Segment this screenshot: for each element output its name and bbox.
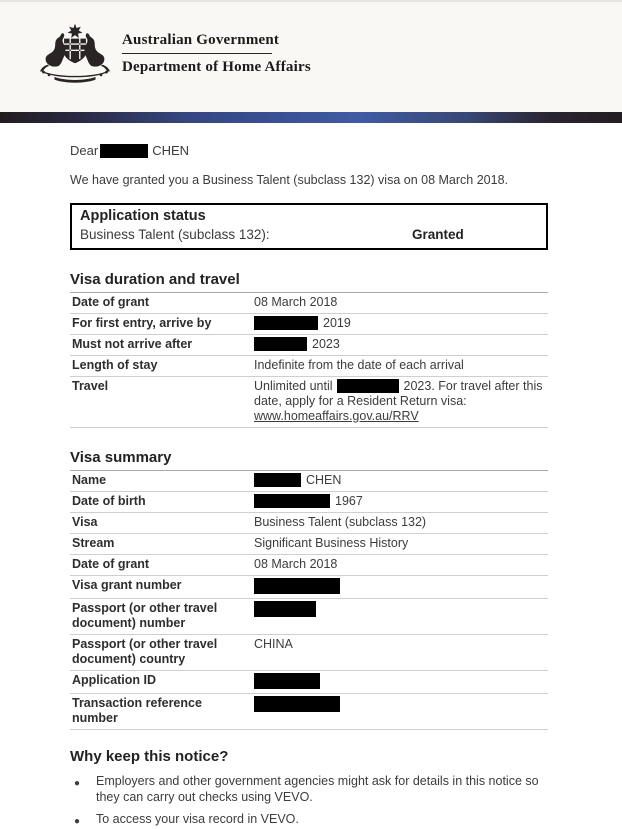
table-row [70, 671, 548, 694]
row-value: 08 March 2018 [254, 295, 338, 309]
application-status-title: Application status [80, 208, 206, 224]
salutation-prefix: Dear [70, 143, 99, 158]
section-title-why-keep: Why keep this notice? [70, 748, 229, 765]
row-label: Length of stay [72, 358, 158, 372]
table-row [70, 335, 548, 356]
bullet-text: To access your visa record in VEVO. [96, 812, 299, 826]
visa-summary-table [70, 471, 548, 730]
table-row [70, 635, 548, 671]
row-value: CHINA [254, 637, 293, 651]
row-value-wrap [254, 601, 548, 631]
application-status-row [80, 227, 538, 242]
row-value-wrap [254, 337, 548, 352]
list-item [70, 773, 548, 805]
table-row [70, 356, 548, 377]
list-item [70, 811, 548, 829]
redacted-given-name [100, 144, 148, 158]
row-value: CHEN [306, 473, 342, 487]
table-row [70, 314, 548, 335]
letterhead-divider [122, 53, 272, 54]
bullet-text: Employers and other government agencies might ask for details in this notice so they can carry out checks using VEVO. [96, 774, 539, 804]
section-title-visa-summary: Visa summary [70, 449, 548, 471]
row-value-wrap [254, 673, 548, 690]
government-name: Australian Government [122, 32, 280, 48]
row-value: 1967 [335, 494, 363, 508]
redacted-passport-number [254, 601, 316, 617]
table-row [70, 492, 548, 513]
redacted-date [254, 494, 330, 508]
row-label: Passport (or other travel document) number [72, 601, 218, 630]
row-label: Transaction reference number [72, 696, 202, 725]
row-value-wrap [254, 473, 548, 488]
table-row [70, 513, 548, 534]
row-label: Visa grant number [72, 578, 182, 592]
row-value-wrap [254, 316, 548, 331]
redacted-date [337, 379, 399, 393]
table-row [70, 471, 548, 492]
table-row [70, 293, 548, 314]
department-name: Department of Home Affairs [122, 59, 311, 75]
redacted-date [254, 337, 307, 351]
row-label: Date of grant [72, 295, 150, 309]
row-value: 2019 [323, 316, 351, 330]
row-value-wrap [254, 696, 548, 726]
table-row [70, 555, 548, 576]
row-value-wrap [254, 379, 548, 424]
grant-intro-paragraph: We have granted you a Business Talent (subclass 132) visa on 08 March 2018. [70, 173, 508, 187]
row-label: Date of birth [72, 494, 146, 508]
header-gradient-band [0, 112, 622, 123]
australian-coat-of-arms-icon [34, 20, 116, 86]
section-title-visa-duration: Visa duration and travel [70, 271, 548, 293]
row-value: 08 March 2018 [254, 557, 338, 571]
table-row [70, 534, 548, 555]
bullet-icon [70, 773, 96, 805]
application-status-value: Granted [412, 227, 464, 242]
redacted-given-name [254, 473, 301, 487]
row-value: 2023 [312, 337, 340, 351]
redacted-visa-grant-number [254, 578, 340, 594]
visa-duration-table [70, 293, 548, 428]
salutation [70, 143, 548, 158]
travel-value-before: Unlimited until [254, 379, 333, 393]
travel-value-after: 2023. For travel after this date, apply for a Resident Return visa: [254, 379, 543, 408]
redacted-transaction-reference [254, 696, 340, 712]
letterhead-text [122, 20, 311, 76]
row-value: Significant Business History [254, 536, 409, 550]
redacted-application-id [254, 673, 320, 689]
why-keep-list [70, 773, 548, 829]
rrv-link[interactable]: www.homeaffairs.gov.au/RRV [254, 409, 419, 423]
row-value-wrap [254, 578, 548, 595]
row-value: Business Talent (subclass 132) [254, 515, 427, 529]
table-row [70, 599, 548, 635]
row-label: Stream [72, 536, 115, 550]
row-label: Name [72, 473, 107, 487]
letter-body [0, 123, 622, 829]
row-label: Passport (or other travel document) country [72, 637, 218, 666]
table-row [70, 694, 548, 730]
row-label: Travel [72, 379, 109, 393]
application-status-label: Business Talent (subclass 132): [80, 227, 270, 242]
bullet-icon [70, 811, 96, 829]
row-label: Date of grant [72, 557, 150, 571]
row-label: Application ID [72, 673, 157, 687]
row-value: Indefinite from the date of each arrival [254, 358, 464, 372]
table-row-travel [70, 377, 548, 428]
application-status-box [70, 203, 548, 250]
redacted-date [254, 316, 318, 330]
row-label: Must not arrive after [72, 337, 193, 351]
salutation-surname: CHEN [152, 143, 190, 158]
table-row [70, 576, 548, 599]
row-value-wrap [254, 494, 548, 509]
row-label: For first entry, arrive by [72, 316, 212, 330]
letterhead [0, 0, 622, 112]
row-label: Visa [72, 515, 98, 529]
